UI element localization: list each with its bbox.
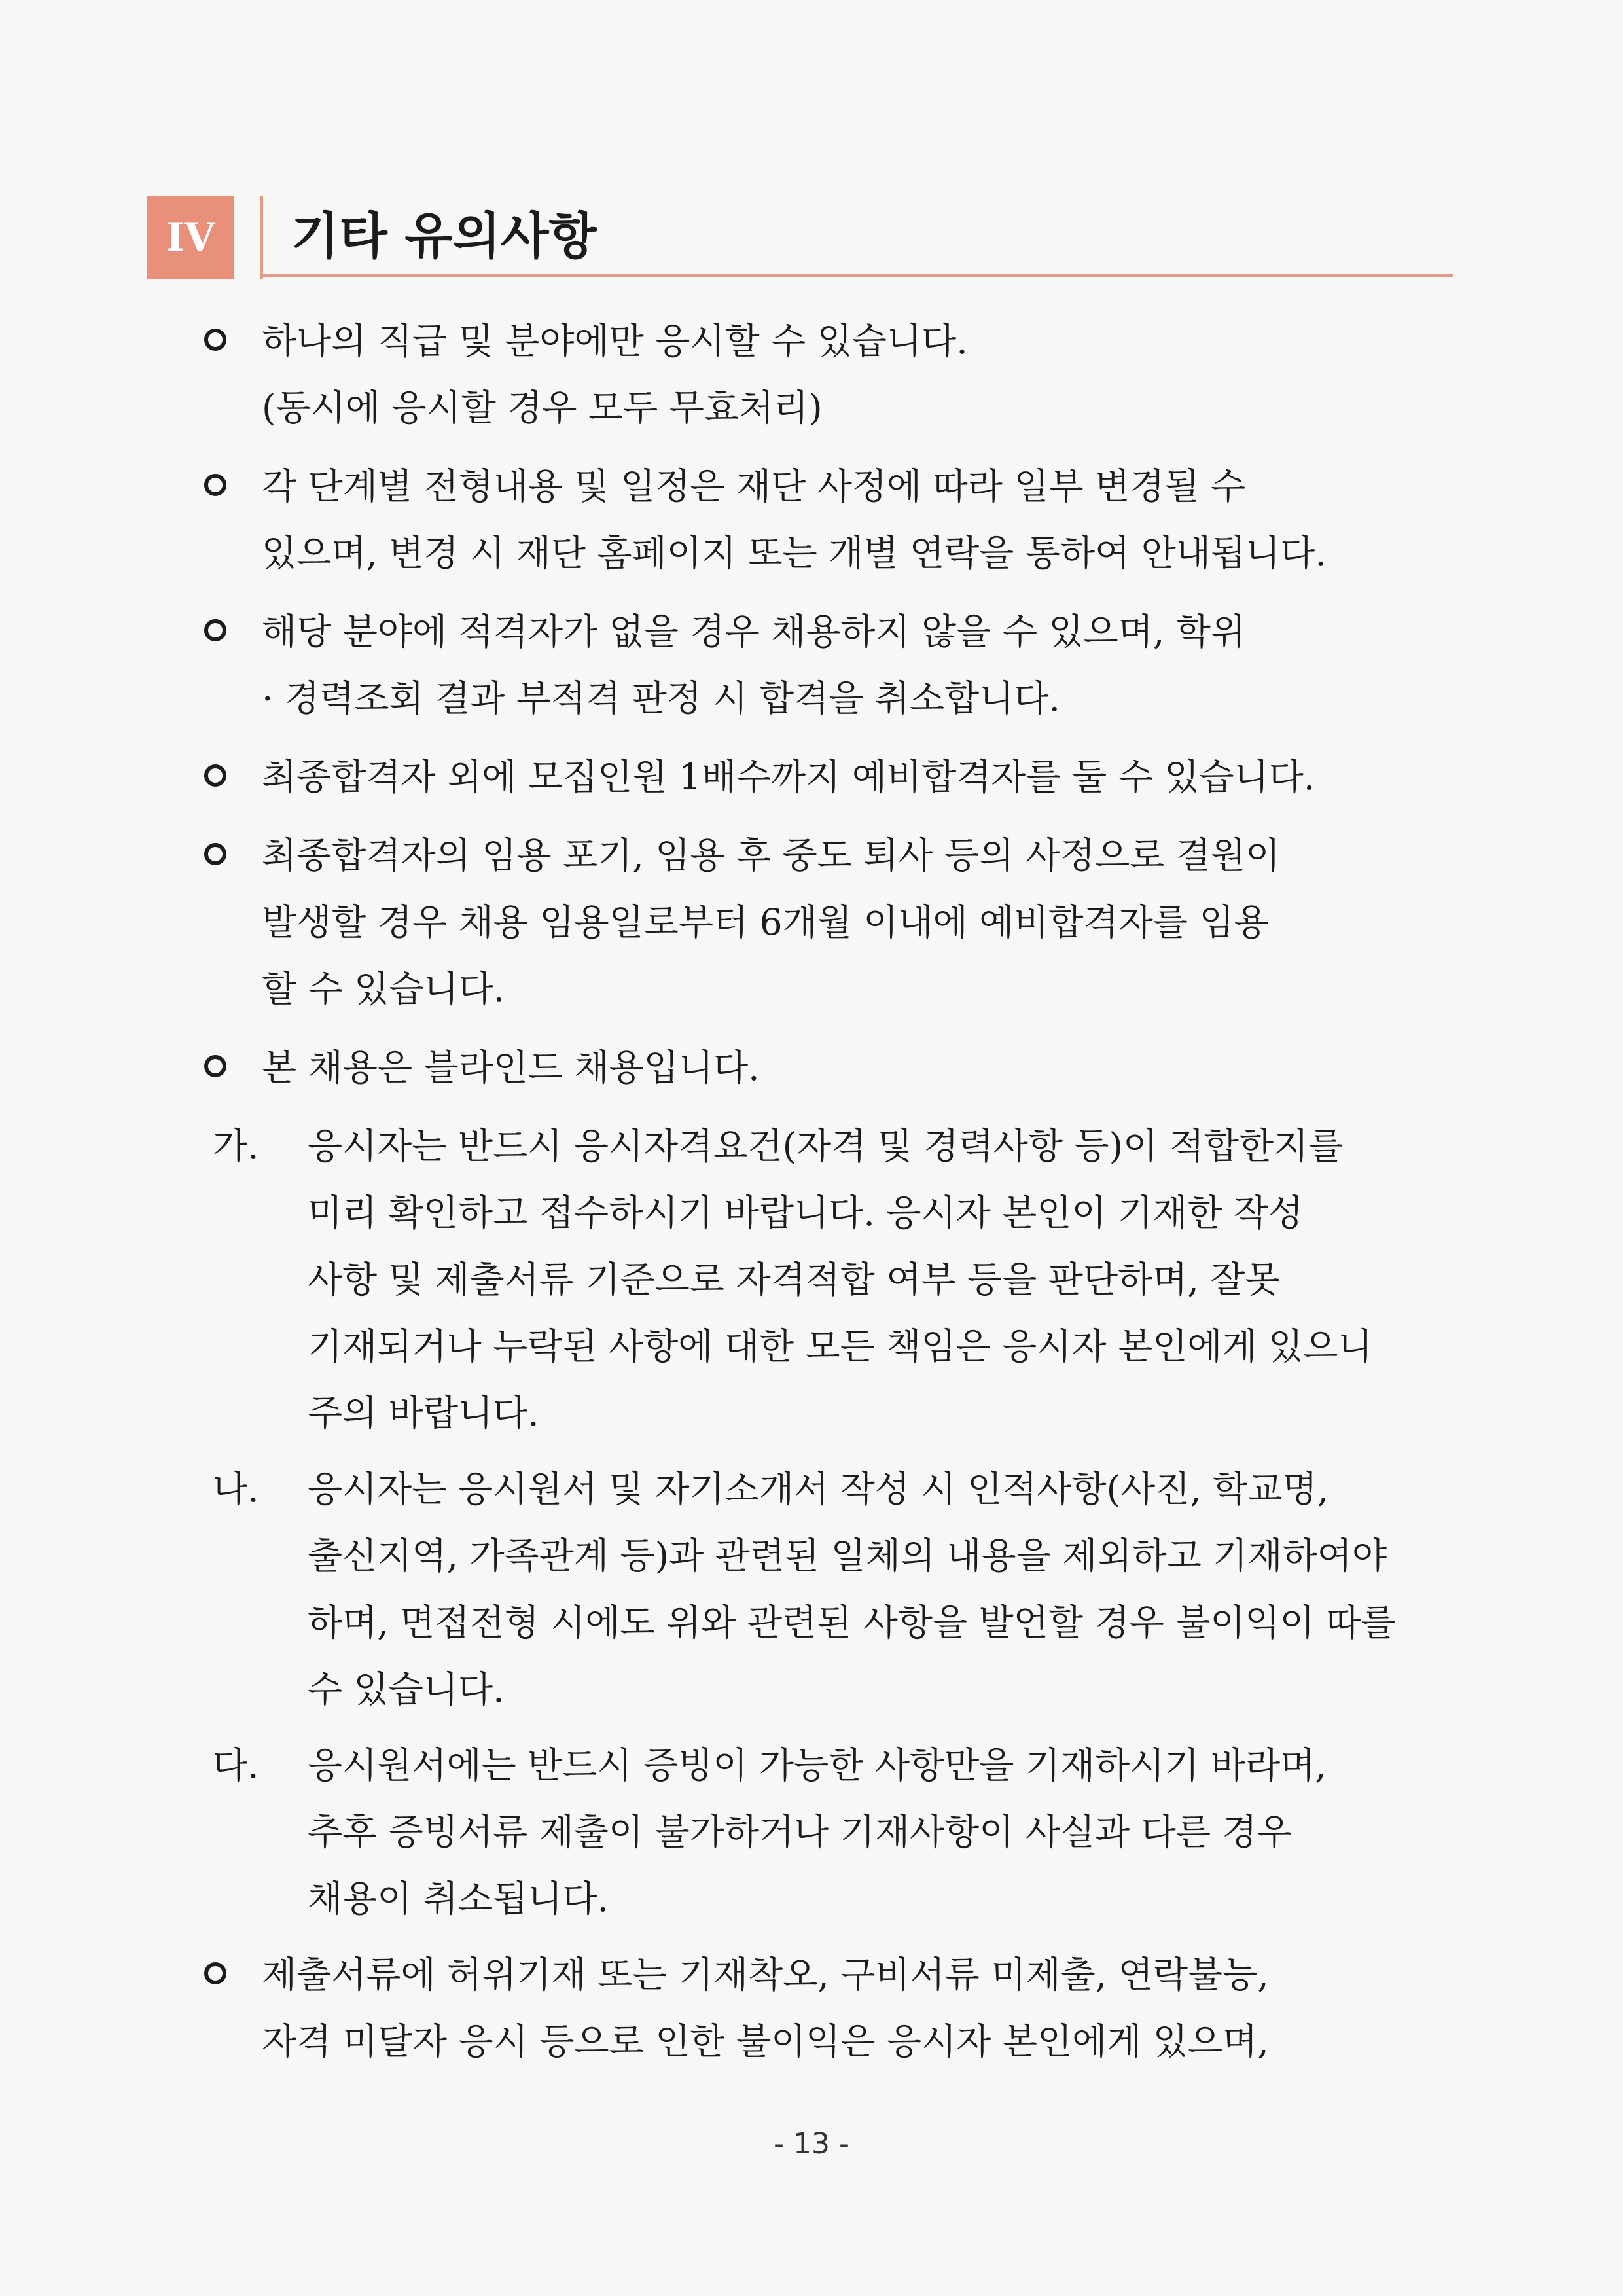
sub-item-line: 응시원서에는 반드시 증빙이 가능한 사항만을 기재하시기 바라며, [308,1744,1327,1786]
item-line: 하나의 직급 및 분야에만 응시할 수 있습니다. [262,320,968,362]
notes-content [196,308,1453,2087]
sub-item-line: 수 있습니다. [308,1668,505,1710]
circle-bullet-icon [204,329,226,351]
item-line: 최종합격자의 임용 포기, 임용 후 중도 퇴사 등의 사정으로 결원이 [262,834,1281,876]
sub-item [213,1732,1453,1932]
item-line: 발생할 경우 채용 임용일로부터 6개월 이내에 예비합격자를 임용 [262,901,1269,943]
sub-item-marker: 나. [213,1468,259,1510]
circle-bullet-icon [204,1962,226,1984]
list-item [196,822,1453,1022]
circle-bullet-icon [204,1055,226,1077]
list-item [196,1941,1453,2075]
sub-item-line: 응시자는 반드시 응시자격요건(자격 및 경력사항 등)이 적합한지를 [308,1125,1344,1167]
circle-bullet-icon [204,843,226,865]
sub-item-line: 응시자는 응시원서 및 자기소개서 작성 시 인적사항(사진, 학교명, [308,1468,1329,1510]
list-item [196,598,1453,732]
sub-item-line: 채용이 취소됩니다. [308,1878,609,1920]
list-item [196,744,1453,810]
item-line: · 경력조회 결과 부적격 판정 시 합격을 취소합니다. [262,677,1060,719]
sub-item-line: 출신지역, 가족관계 등)과 관련된 일체의 내용을 제외하고 기재하여야 [308,1535,1387,1577]
sub-item-line: 추후 증빙서류 제출이 불가하거나 기재사항이 사실과 다른 경우 [308,1811,1292,1853]
list-item [196,453,1453,586]
item-line: 할 수 있습니다. [262,968,505,1010]
circle-bullet-icon [204,764,226,787]
sub-item-line: 미리 확인하고 접수하시기 바랍니다. 응시자 본인이 기재한 작성 [308,1192,1304,1234]
sub-item-line: 기재되거나 누락된 사항에 대한 모든 책임은 응시자 본인에게 있으니 [308,1325,1373,1367]
item-line: 각 단계별 전형내용 및 일정은 재단 사정에 따라 일부 변경될 수 [262,465,1246,507]
item-line: 있으며, 변경 시 재단 홈페이지 또는 개별 연락을 통하여 안내됩니다. [262,532,1327,574]
item-line: (동시에 응시할 경우 모두 무효처리) [262,387,823,429]
header-vertical-rule [260,196,263,279]
sub-item-line: 사항 및 제출서류 기준으로 자격적합 여부 등을 판단하며, 잘못 [308,1259,1280,1300]
section-number-badge: IV [147,196,234,279]
item-line: 해당 분야에 적격자가 없을 경우 채용하지 않을 수 있으며, 학위 [262,611,1246,653]
circle-bullet-icon [204,619,226,641]
section-header [147,196,1453,279]
list-item [196,1034,1453,1101]
header-underline [260,274,1453,277]
item-line: 자격 미달자 응시 등으로 인한 불이익은 응시자 본인에게 있으며, [262,2020,1269,2062]
sub-item-marker: 다. [213,1744,259,1786]
item-line: 최종합격자 외에 모집인원 1배수까지 예비합격자를 둘 수 있습니다. [262,756,1315,798]
sub-item-line: 하며, 면접전형 시에도 위와 관련된 사항을 발언할 경우 불이익이 따를 [308,1602,1396,1643]
list-item [196,308,1453,441]
circle-bullet-icon [204,474,226,496]
sub-item [213,1113,1453,1446]
item-line: 제출서류에 허위기재 또는 기재착오, 구비서류 미제출, 연락불능, [262,1954,1269,1996]
sub-item-line: 주의 바랍니다. [308,1392,539,1434]
sub-item [213,1456,1453,1723]
item-line: 본 채용은 블라인드 채용입니다. [262,1047,760,1088]
section-title: 기타 유의사항 [291,207,597,265]
sub-item-marker: 가. [213,1125,259,1167]
page-number: - 13 - [774,2127,849,2161]
